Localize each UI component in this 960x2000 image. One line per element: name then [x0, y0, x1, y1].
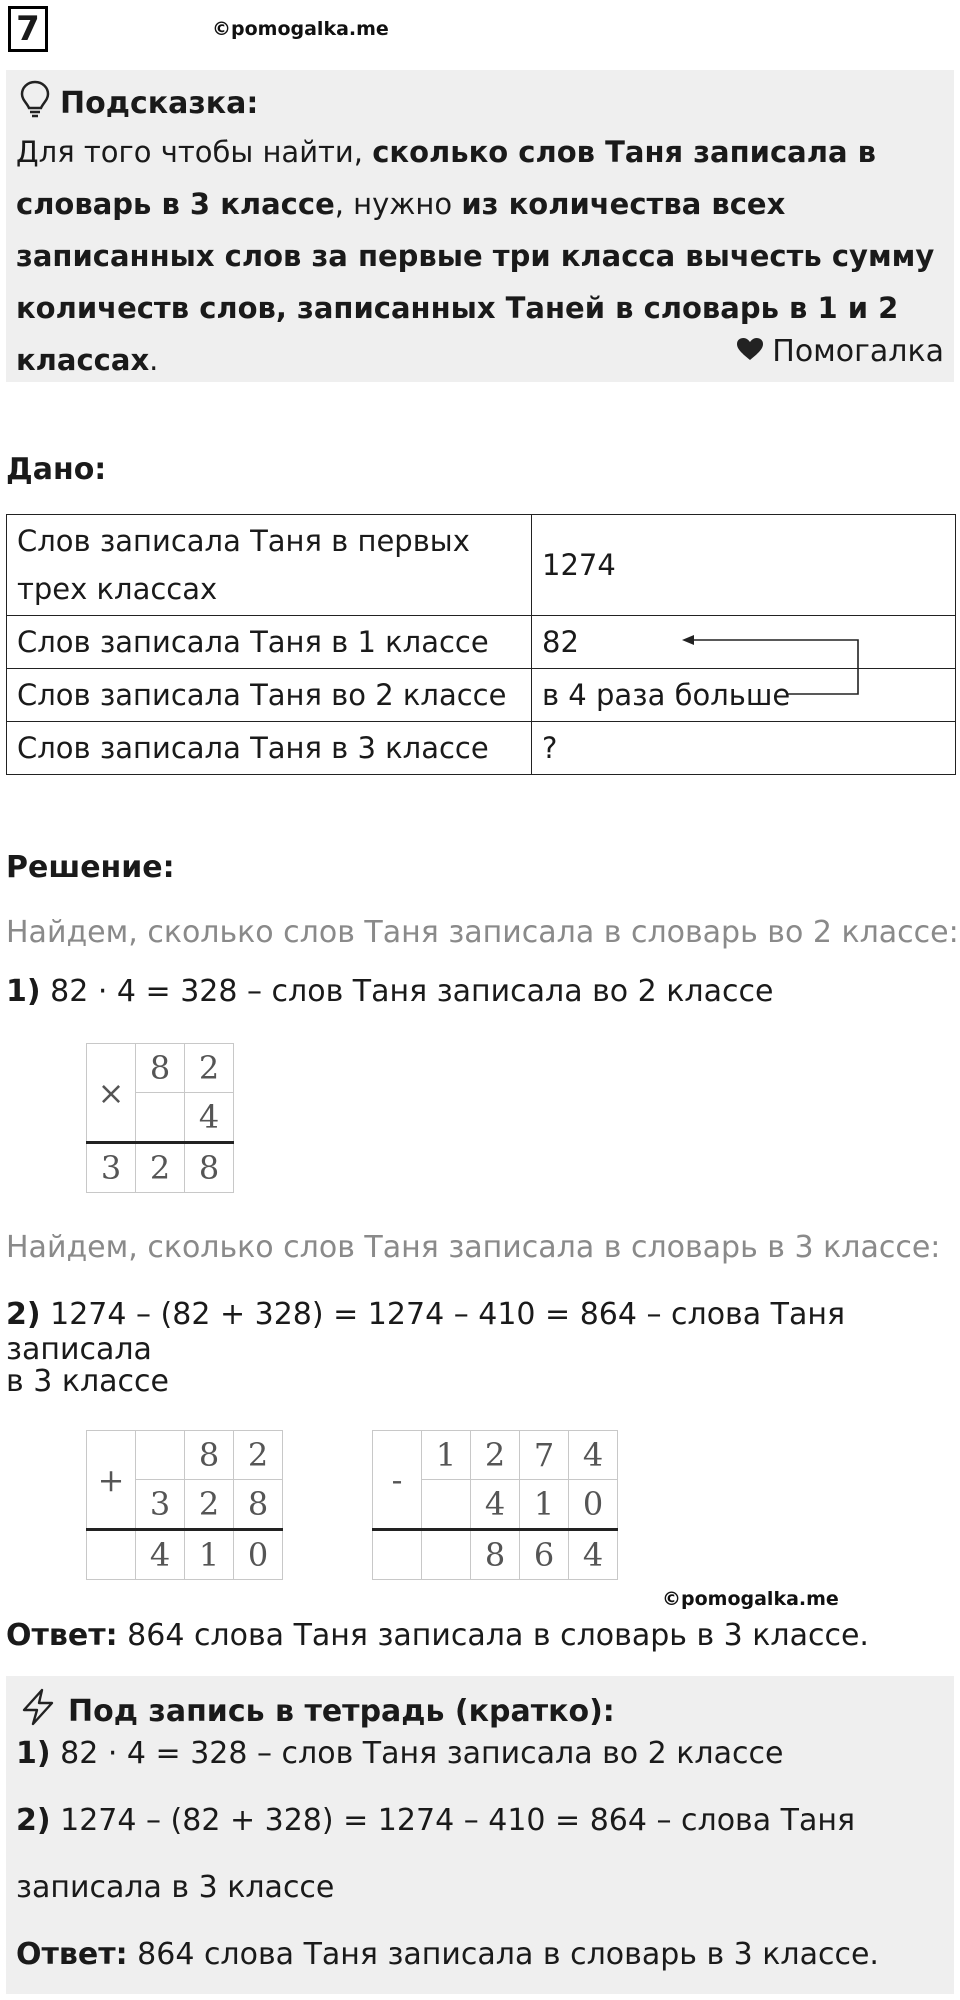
table-cell-label: Слов записала Таня в 1 классе [7, 616, 532, 669]
table-cell-value: 1274 [532, 515, 956, 616]
short-line-1 [16, 1736, 783, 1771]
hint-text-part: Для того чтобы найти, [16, 135, 373, 169]
digit: 2 [234, 1431, 283, 1480]
hint-signature [736, 334, 944, 369]
addition-grid [86, 1430, 283, 1580]
digit [422, 1480, 471, 1530]
short-answer-line [16, 1937, 879, 1972]
task-number: 7 [8, 6, 48, 52]
hint-title-text: Подсказка: [60, 85, 259, 121]
digit: 3 [136, 1480, 185, 1530]
multiplication-grid [86, 1043, 234, 1193]
digit: 6 [520, 1530, 569, 1580]
step-text: 82 · 4 = 328 – слов Таня записала во 2 классе [50, 1736, 784, 1771]
answer-line [6, 1618, 869, 1653]
step2-intro: Найдем, сколько слов Таня записала в словарь в 3 классе: [6, 1230, 941, 1265]
signature-text: Помогалка [772, 334, 944, 369]
digit: 4 [136, 1530, 185, 1580]
short-line-2 [16, 1803, 855, 1838]
watermark-bottom: ©pomogalka.me [662, 1588, 839, 1610]
table-cell-value: ? [532, 722, 956, 775]
hint-text-part: , нужно [334, 187, 462, 221]
step-text: 82 · 4 = 328 – слов Таня записала во 2 классе [40, 974, 774, 1009]
heart-icon [736, 334, 764, 369]
step-number: 1) [16, 1736, 51, 1771]
subtraction-grid [372, 1430, 618, 1580]
digit: 4 [471, 1480, 520, 1530]
hint-title [20, 80, 258, 126]
lightbulb-icon [20, 80, 50, 126]
step1-intro: Найдем, сколько слов Таня записала в словарь во 2 классе: [6, 915, 959, 950]
given-heading: Дано: [6, 452, 107, 487]
step-number: 2) [16, 1803, 51, 1838]
hint-text-bold: сколько слов Таня записала в словарь в 3 классе [16, 135, 876, 221]
hint-text-bold: из количества всех записанных слов за первые три класса вычесть сумму количеств слов, записанных Таней в словарь в 1 и 2 классах [16, 187, 935, 377]
answer-label: Ответ: [6, 1618, 118, 1653]
digit: 2 [136, 1143, 185, 1193]
step-number: 2) [6, 1297, 41, 1332]
step-number: 1) [6, 974, 41, 1009]
digit [422, 1530, 471, 1580]
answer-text: 864 слова Таня записала в словарь в 3 классе. [117, 1618, 869, 1653]
short-notes-title [20, 1688, 615, 1734]
digit: 8 [136, 1044, 185, 1093]
table-cell-value: 82 [532, 616, 956, 669]
operator: × [87, 1044, 136, 1143]
hint-text-part: . [149, 343, 159, 377]
digit [373, 1530, 422, 1580]
digit: 1 [422, 1431, 471, 1480]
short-notes-title-text: Под запись в тетрадь (кратко): [68, 1693, 615, 1729]
operator: + [87, 1431, 136, 1530]
step2-line [6, 1297, 960, 1367]
answer-text: 864 слова Таня записала в словарь в 3 классе. [127, 1937, 879, 1972]
digit: 2 [471, 1431, 520, 1480]
step-text: 1274 – (82 + 328) = 1274 – 410 = 864 – слова Таня [50, 1803, 856, 1838]
digit: 0 [234, 1530, 283, 1580]
digit [136, 1431, 185, 1480]
digit: 8 [234, 1480, 283, 1530]
lightning-icon [20, 1688, 56, 1734]
digit: 4 [569, 1431, 618, 1480]
table-cell-value: в 4 раза больше [532, 669, 956, 722]
table-cell-label: Слов записала Таня во 2 классе [7, 669, 532, 722]
table-row [7, 515, 956, 616]
digit: 2 [185, 1480, 234, 1530]
digit [136, 1093, 185, 1143]
step2-line-cont: в 3 классе [6, 1364, 169, 1399]
digit: 4 [569, 1530, 618, 1580]
digit: 7 [520, 1431, 569, 1480]
table-cell-label: Слов записала Таня в 3 классе [7, 722, 532, 775]
digit: 2 [185, 1044, 234, 1093]
solution-heading: Решение: [6, 850, 175, 885]
operator: - [373, 1431, 422, 1530]
arrow-connector [680, 626, 860, 706]
step1-line [6, 974, 773, 1009]
answer-label: Ответ: [16, 1937, 128, 1972]
step-text: 1274 – (82 + 328) = 1274 – 410 = 864 – слова Таня записала [6, 1297, 846, 1367]
table-row [7, 722, 956, 775]
digit: 1 [185, 1530, 234, 1580]
digit: 8 [185, 1143, 234, 1193]
watermark-top: ©pomogalka.me [212, 18, 389, 40]
digit [87, 1530, 136, 1580]
digit: 8 [185, 1431, 234, 1480]
digit: 4 [185, 1093, 234, 1143]
digit: 8 [471, 1530, 520, 1580]
table-cell-label: Слов записала Таня в первых трех классах [7, 515, 532, 616]
digit: 0 [569, 1480, 618, 1530]
digit: 3 [87, 1143, 136, 1193]
short-line-3: записала в 3 классе [16, 1870, 335, 1905]
digit: 1 [520, 1480, 569, 1530]
